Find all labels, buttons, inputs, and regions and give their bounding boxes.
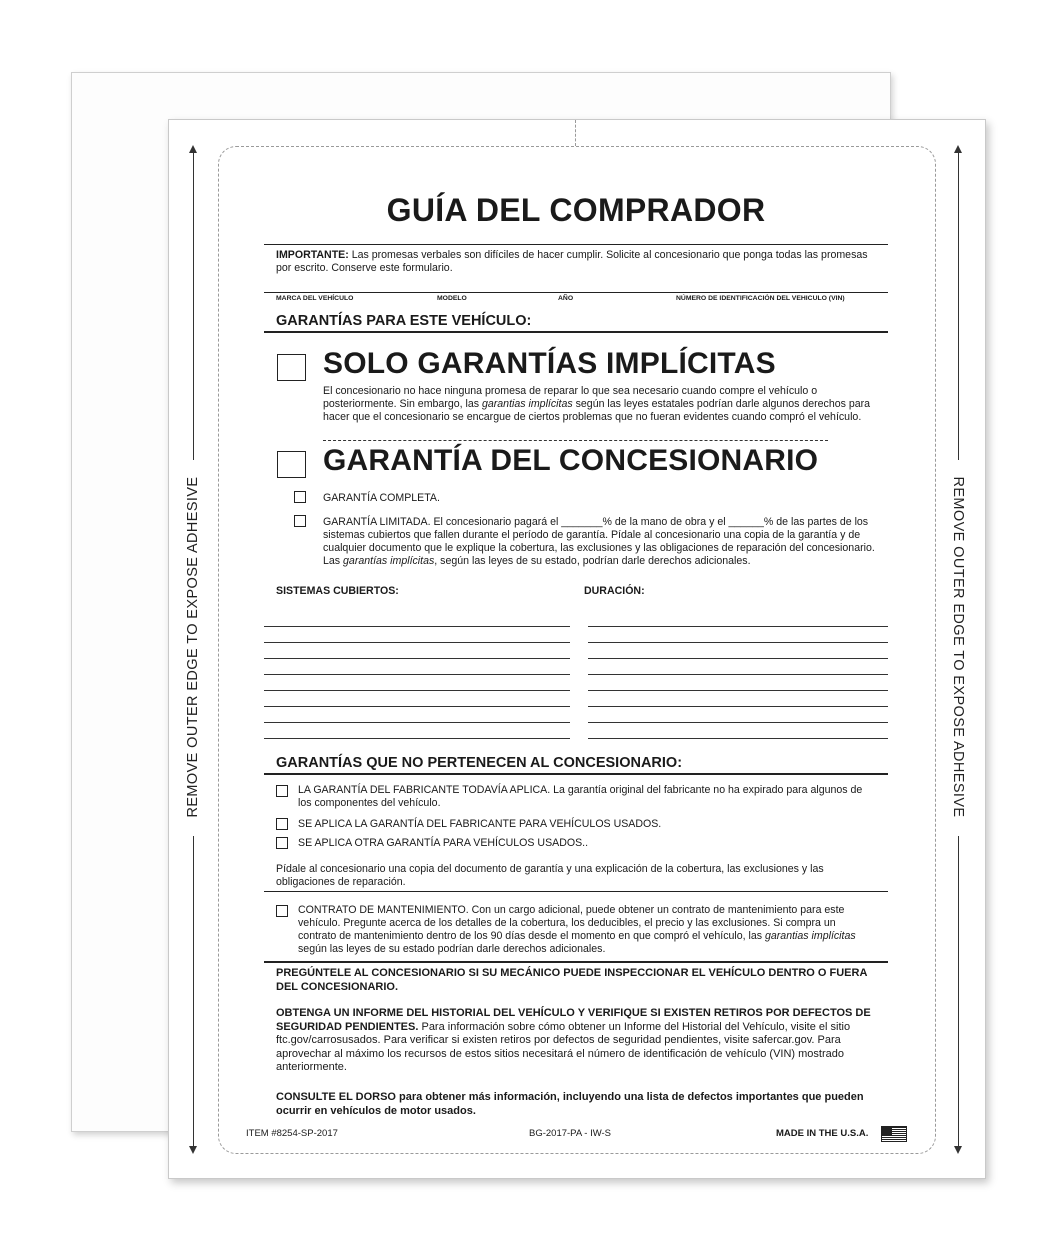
form-title: GUÍA DEL COMPRADOR <box>386 192 766 228</box>
sistemas-line[interactable] <box>264 690 570 691</box>
side-text-right: REMOVE OUTER EDGE TO EXPOSE ADHESIVE <box>950 476 966 818</box>
importante-notice <box>276 249 876 275</box>
made-in-usa: MADE IN THE U.S.A. <box>776 1128 869 1139</box>
otra-garantia-label: SE APLICA OTRA GARANTÍA PARA VEHÍCULOS USADOS.. <box>298 837 589 849</box>
garantias-header: GARANTÍAS PARA ESTE VEHÍCULO: <box>276 313 532 329</box>
field-marca: MARCA DEL VEHÍCULO <box>276 295 354 302</box>
sistemas-line[interactable] <box>264 626 570 627</box>
divider <box>264 961 888 963</box>
no-pertenecen-header: GARANTÍAS QUE NO PERTENECEN AL CONCESIONARIO: <box>276 755 683 771</box>
sistemas-line[interactable] <box>264 706 570 707</box>
side-guide-line-right-bottom <box>958 836 959 1146</box>
garantia-concesionario-title: GARANTÍA DEL CONCESIONARIO <box>323 444 819 477</box>
duracion-line[interactable] <box>588 626 888 627</box>
solo-garantias-text <box>323 385 878 424</box>
duracion-line[interactable] <box>588 690 888 691</box>
divider <box>264 331 888 333</box>
solo-garantias-checkbox[interactable] <box>277 354 306 381</box>
side-guide-line-left-top <box>193 152 194 460</box>
arrow-down-icon <box>954 1146 962 1154</box>
divider <box>264 244 888 245</box>
duracion-line[interactable] <box>588 722 888 723</box>
arrow-down-icon <box>189 1146 197 1154</box>
divider <box>264 891 888 892</box>
consulte-text: CONSULTE EL DORSO para obtener más información, incluyendo una lista de defectos importantes que pueden ocurrir en vehículos de motor usados. <box>276 1091 864 1117</box>
fabricante-usados-label: SE APLICA LA GARANTÍA DEL FABRICANTE PARA VEHÍCULOS USADOS. <box>298 818 662 830</box>
dashed-separator <box>323 440 828 441</box>
obtenga-bold: OBTENGA UN INFORME DEL HISTORIAL DEL VEHÍCULO Y VERIFIQUE SI EXISTEN RETIROS POR DEFECTOS DE SEGURIDAD PENDIENTES. <box>276 1007 871 1033</box>
otra-garantia-checkbox[interactable] <box>276 837 288 849</box>
garantia-limitada-text <box>323 516 879 568</box>
field-modelo: MODELO <box>437 295 467 302</box>
form-code: BG-2017-PA - IW-S <box>529 1128 612 1139</box>
obtenga-text <box>276 1007 876 1075</box>
limitada-text-a: GARANTÍA LIMITADA. El concesionario pagará el _______% de la mano de obra y el ______% de las partes de los sistemas cubiertos que fallen durante el período de garantía. Pídale al concesionario una copia de la garantía y de cualquier documento que le explique la cobertura, las exclusiones y las obligaciones de reparación del concesionario. Las <box>323 516 875 567</box>
side-guide-line-left-bottom <box>193 836 194 1146</box>
limitada-text-b: , según las leyes de su estado, podrían darle derechos adicionales. <box>434 555 751 567</box>
limitada-text-em: garantías implícitas <box>343 555 435 567</box>
duracion-line[interactable] <box>588 642 888 643</box>
fabricante-aplica-label: LA GARANTÍA DEL FABRICANTE TODAVÍA APLICA. La garantía original del fabricante no ha expirado para algunos de los componentes del vehículo. <box>298 784 863 809</box>
solo-text-b: según las leyes estatales podrían darle algunos derechos para hacer que el concesionario se encargue de ciertos problemas que no fueran evidentes cuando compró el vehículo. <box>323 398 871 423</box>
vehicle-fields-line <box>264 292 888 293</box>
us-flag-icon <box>881 1126 907 1142</box>
importante-text: Las promesas verbales son difíciles de hacer cumplir. Solicite al concesionario que ponga todas las promesas por escrito. Conserve este formulario. <box>276 249 868 274</box>
solo-garantias-title: SOLO GARANTÍAS IMPLÍCITAS <box>323 347 776 380</box>
top-notch-line <box>575 120 576 146</box>
obtenga-body: Para información sobre cómo obtener un Informe del Historial del Vehículo, visite el sitio ftc.gov/carrosusados. Para verificar si existen retiros por defectos de seguridad pendientes, visite safercar.gov. Para aprovechar al máximo los recursos de estos sitios necesitará el número de identificación de vehículo (VIN) mostrado anteriormente. <box>276 1020 851 1074</box>
fabricante-aplica-checkbox[interactable] <box>276 785 288 797</box>
importante-label: IMPORTANTE: <box>276 249 349 261</box>
duracion-label: DURACIÓN: <box>584 585 645 597</box>
sistemas-line[interactable] <box>264 642 570 643</box>
divider <box>264 773 888 775</box>
duracion-line[interactable] <box>588 658 888 659</box>
sistemas-line[interactable] <box>264 738 570 739</box>
contrato-text-em: garantias implícitas <box>765 930 856 942</box>
contrato-checkbox[interactable] <box>276 905 288 917</box>
sistemas-cubiertos-label: SISTEMAS CUBIERTOS: <box>276 585 399 597</box>
sistemas-line[interactable] <box>264 674 570 675</box>
garantia-concesionario-checkbox[interactable] <box>277 451 306 478</box>
item-number: ITEM #8254-SP-2017 <box>246 1128 338 1139</box>
contrato-text-b: según las leyes de su estado podrían darle derechos adicionales. <box>298 943 606 955</box>
sistemas-line[interactable] <box>264 658 570 659</box>
contrato-text <box>298 904 873 956</box>
duracion-line[interactable] <box>588 738 888 739</box>
side-guide-line-right-top <box>958 152 959 460</box>
pidale-text: Pídale al concesionario una copia del documento de garantía y una explicación de la cobertura, las exclusiones y las obligaciones de reparación. <box>276 863 824 888</box>
preguntele-text: PREGÚNTELE AL CONCESIONARIO SI SU MECÁNICO PUEDE INSPECCIONAR EL VEHÍCULO DENTRO O FUERA DEL CONCESIONARIO. <box>276 967 867 993</box>
sistemas-line[interactable] <box>264 722 570 723</box>
duracion-line[interactable] <box>588 674 888 675</box>
field-ano: AÑO <box>558 295 574 302</box>
solo-text-em: garantias implícitas <box>481 398 573 410</box>
fabricante-usados-checkbox[interactable] <box>276 818 288 830</box>
side-text-left: REMOVE OUTER EDGE TO EXPOSE ADHESIVE <box>185 476 201 818</box>
garantia-completa-checkbox[interactable] <box>294 491 306 503</box>
field-vin: NÚMERO DE IDENTIFICACIÓN DEL VEHICULO (VIN) <box>676 295 845 302</box>
garantia-completa-label: GARANTÍA COMPLETA. <box>323 492 440 504</box>
garantia-limitada-checkbox[interactable] <box>294 515 306 527</box>
duracion-line[interactable] <box>588 706 888 707</box>
solo-text-a: El concesionario no hace ninguna promesa de reparar lo que sea necesario cuando compre el vehículo o posteriormente. Sin embargo, las <box>323 385 818 410</box>
contrato-text-a: CONTRATO DE MANTENIMIENTO. Con un cargo adicional, puede obtener un contrato de mantenimiento para este vehículo. Pregunte acerca de los detalles de la cobertura, los deducibles, el precio y las exclusiones. Si compra un contrato de mantenimiento dentro de los 90 días desde el momento en que compró el vehículo, las <box>298 904 845 942</box>
